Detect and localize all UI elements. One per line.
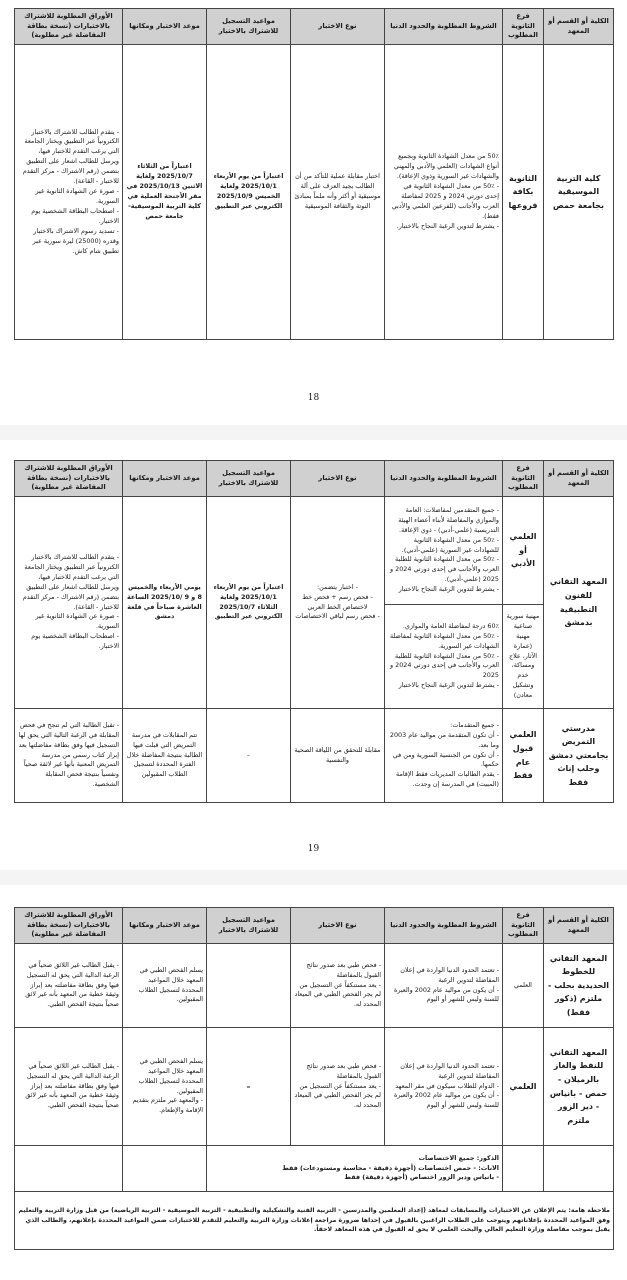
header-college: الكلية أو القسم أو المعهد [544,461,614,497]
specializations-spacer [503,1146,544,1192]
header-branch: فرع الثانوية المطلوب [503,908,544,944]
header-documents: الأوراق المطلوبة للاشتراك بالاختبارات (نسخة بطاقة المفاضلة غير مطلوبة) [15,461,123,497]
conditions-cell: 50٪ من معدل الشهادة الثانوية وبجميع أنواع الشهادات (العلمي والأدبي والمهني والشهادات غير السورية وذوي الإعاقة). - 50٪ من معدل الشهادة الثانوية في إحدى دورتي 2024 و 2025 لمفاضلة العرب والأجانب (للفرعين العلمي والأدبي فقط). - يشترط لتدوين الرغبة النجاح بالاختبار. [385,45,503,340]
test-type-cell: - اختبار يتضمن: - فحص رسم + فحص خط لاختصاص الخط العربي - فحص رسم لباقي الاختصاصات [291,497,385,709]
header-conditions: الشروط المطلوبة والحدود الدنيا [385,9,503,45]
specializations-spacer [15,1146,123,1192]
header-college: الكلية أو القسم أو المعهد [544,9,614,45]
college-cell: المعهد التقاني للفنون التطبيقية بدمشق [544,497,614,709]
reg-dates-cell [207,944,291,1028]
reg-dates-cell: اعتباراً من يوم الأربعاء 2025/10/1 ولغاية الثلاثاء 2025/10/7 الكتروني عبر التطبيق [207,497,291,709]
header-test-date: موعد الاختبار ومكانها [123,908,207,944]
table-row [15,1028,614,1146]
documents-cell: - يتقدم الطالب للاشتراك بالاختبار الكترونياً عبر التطبيق ويختار الجامعة التي يرغب التقدم للاختبار فيها، ويرسل للطالب اشعار على التطبيق بتضمن (رقم الاشتراك - مركز التقدم للاختبار - القاعة). - صورة عن الشهادة الثانوية غير السورية. - اصطحاب البطاقة الشخصية يوم الاختبار. - تسديد رسوم الاشتراك بالاختبار وقدره (25000) ليرة سورية عبر تطبيق شام كاش. [15,45,123,340]
admission-table-p19 [14,460,614,803]
branch-cell: العلمي قبول عام فقط [503,709,544,803]
specializations-spacer [544,1146,614,1192]
conditions-cell: - جميع المتقدمات: - أن تكون المتقدمة من مواليد عام 2003 وما بعد. - أن تكون من الجنسية السورية ومن في حكمها. - يقدم الطالبات المديريات فقط الإقامة (المبيت) في المدرسة إن وجدت. [385,709,503,803]
reg-dates-cell: – [207,1028,291,1146]
header-conditions: الشروط المطلوبة والحدود الدنيا [385,461,503,497]
reg-dates-cell: اعتباراً من يوم الأربعاء 2025/10/1 ولغاية الخميس 2025/10/9 الكتروني عبر التطبيق [207,45,291,340]
header-test-type: نوع الاختبار [291,908,385,944]
table-row [15,497,614,605]
header-college: الكلية أو القسم أو المعهد [544,908,614,944]
college-cell: كلية التربية الموسيقية بجامعة حمص [544,45,614,340]
header-test-date: موعد الاختبار ومكانها [123,9,207,45]
header-documents: الأوراق المطلوبة للاشتراك بالاختبارات (نسخة بطاقة المفاضلة غير مطلوبة) [15,908,123,944]
conditions-cell: - تعتمد الحدود الدنيا الواردة في إعلان المفاضلة لتدوين الرغبة - الدوام للطلاب سيكون في مقر المعهد - أن يكون من مواليد عام 2002 والعبرة للسنة وليس للشهر أو اليوم [385,1028,503,1146]
documents-cell: - تقبل الطالبة التي لم تنجح في فحص المقابلة في الرغبة التالية التي يحق لها التسجيل فيها وفق بطاقة مفاضلتها بعد إبراز كتاب رسمي من مدرسة التمريض المعنية بأنها غير لائقة صحياً ونفسياً بنتيجة فحص المقابلة الشخصية. [15,709,123,803]
branch-cell: العلمي [503,944,544,1028]
page-number: 18 [307,393,320,403]
table-row [15,1192,614,1250]
header-row [15,461,614,497]
test-type-cell: - فحص طبي بعد صدور نتائج القبول بالمفاضلة - يعد مستنكفاً عن التسجيل من لم يجر الفحص الطبي في الميعاد المحدد له. [291,1028,385,1146]
header-documents: الأوراق المطلوبة للاشتراك بالاختبارات (نسخة بطاقة المفاضلة غير مطلوبة) [15,9,123,45]
specializations-cell: الذكور: جميع الاختصاصات الاناث: - حمص اختصاصات (أجهزة دقيقة - محاسبة ومستودعات) فقط - بانياس ودير الزور اختصاص (أجهزة دقيقة) فقط [207,1146,503,1192]
test-date-cell: يسلم الفحص الطبي في المعهد خلال المواعيد المحددة لتسجيل الطلاب المقبولين. - والمعهد غير ملتزم بتقديم الإقامة والإطعام. [123,1028,207,1146]
header-reg-dates: مواعيد التسجيل للاشتراك بالاختبار [207,908,291,944]
admission-table-p18 [14,8,614,340]
college-cell: المعهد التقاني للنفط والغاز بالرميلان - حمص - بانياس - دير الزور ملتزم [544,1028,614,1146]
documents-cell: - يقبل الطالب غير اللائق صحياً في الرغبة الدالية التي يحق له التسجيل فيها وفق بطاقة مفاضلته بعد إبراز وثيقة خطية من المعهد بأنه غير لائق صحياً بنتيجة الفحص الطبي. [15,1028,123,1146]
header-branch: فرع الثانوية المطلوب [503,9,544,45]
header-conditions: الشروط المطلوبة والحدود الدنيا [385,908,503,944]
test-date-cell: يومي الأربعاء والخميس 8 و 9 /2025/10 الساعة العاشرة صباحاً في قلعة دمشق [123,497,207,709]
test-date-cell: تتم المقابلات في مدرسة التمريض التي قبلت فيها الطالبة بنتيجة المفاضلة خلال الفترة المحددة لتسجيل الطلاب المقبولين [123,709,207,803]
page-18 [0,0,627,425]
branch-cell: الثانوية بكافة فروعها [503,45,544,340]
test-date-cell: يسلم الفحص الطبي في المعهد خلال المواعيد المحددة لتسجيل الطلاب المقبولين. [123,944,207,1028]
header-reg-dates: مواعيد التسجيل للاشتراك بالاختبار [207,461,291,497]
page-20 [0,885,627,1280]
table-row [15,1146,614,1192]
admission-table-p20 [14,907,614,1250]
college-cell: مدرستي التمريض بجامعتي دمشق وحلب إناث فقط [544,709,614,803]
header-branch: فرع الثانوية المطلوب [503,461,544,497]
college-cell: المعهد التقاني للخطوط الحديدية بحلب - ملتزم (ذكور فقط) [544,944,614,1028]
test-type-cell: مقابلة للتحقق من اللياقة الصحية والنفسية [291,709,385,803]
branch-cell: العلمي أو الأدبي [503,497,544,605]
header-test-type: نوع الاختبار [291,461,385,497]
branch-cell: العلمي [503,1028,544,1146]
table-row [15,944,614,1028]
important-note: ملاحظة هامة: يتم الإعلان عن الاختبارات والمسابقات لمعاهد (إعداد المعلمين والمدرسين - التربية الفنية والتشكيلية والتطبيقية - التربية الموسيقية - التربية الرياضية) من قبل وزارة التربية والتعليم وفق المواعيد المحددة بإعلاناتهم ويتوجب على الطلاب الراغبين بالقبول في إحداها ضرورة مراجعة إعلانات وزارة التربية والتعليم للتقدم للاختبارات ضمن المواعيد المحددة بإعلانهم، والطالب الذي يقبل بموجب مفاضلة وزارة التعليم العالي والبحث العلمي لا يحق له القبول في هذه المعاهد لاحقاً. [15,1192,614,1250]
test-type-cell: - فحص طبي بعد صدور نتائج القبول بالمفاضلة - يعد مستنكفاً عن التسجيل من لم يجر الفحص الطبي في الميعاد المحدد له. [291,944,385,1028]
test-date-cell: اعتباراً من الثلاثاء 2025/10/7 ولغاية الاثنين 2025/10/13 في مقر الأجنحة العملية في كلية التربية الموسيقية-جامعة حمص [123,45,207,340]
header-row [15,9,614,45]
header-reg-dates: مواعيد التسجيل للاشتراك بالاختبار [207,9,291,45]
page-19 [0,440,627,870]
table-row [15,709,614,803]
header-test-date: موعد الاختبار ومكانها [123,461,207,497]
test-type-cell: اختبار مقابلة عملية للتأكد من أن الطالب يجيد العزف على آلة موسيقية أو أكثر وأنه ملماً بمبادئ النوتة والثقافة الموسيقية [291,45,385,340]
header-row [15,908,614,944]
conditions-cell: 60٪ درجة لمفاضلة العامة والموازي. - 50٪ من معدل الشهادة الثانوية لمفاضلة الشهادات غير السورية. - 50٪ من معدل الشهادة الثانوية للطلبة العرب والأجانب في إحدى دورتي 2024 و 2025 - يشترط لتدوين الرغبة النجاح بالاختبار [385,605,503,709]
branch-cell: مهنية سورية صناعية مهنية (عمارة الآثار، علاج ومساكة، خدم وتشكيل معادن) [503,605,544,709]
documents-cell: - يقبل الطالب غير اللائق صحياً في الرغبة الدالية التي يحق له التسجيل فيها وفق بطاقة مفاضلته بعد إبراز وثيقة خطية من المعهد بأنه غير لائق صحياً بنتيجة الفحص الطبي. [15,944,123,1028]
specializations-spacer [123,1146,207,1192]
table-row [15,45,614,340]
conditions-cell: - تعتمد الحدود الدنيا الواردة في إعلان المفاضلة لتدوين الرغبة - أن يكون من مواليد عام 2002 والعبرة للسنة وليس للشهر أو اليوم [385,944,503,1028]
documents-cell: - يتقدم الطالب للاشتراك بالاختبار الكترونياً عبر التطبيق ويختار الجامعة التي يرغب التقدم للاختبار فيها، ويرسل للطالب اشعار على التطبيق بتضمن (رقم الاشتراك - مركز التقدم للاختبار - القاعة). - صورة عن الشهادة الثانوية غير السورية. - اصطحاب البطاقة الشخصية يوم الاختبار. [15,497,123,709]
header-test-type: نوع الاختبار [291,9,385,45]
reg-dates-cell: – [207,709,291,803]
page-number: 19 [307,844,320,854]
conditions-cell: - جميع المتقدمين لمفاضلات: العامة والموازي والمفاضلة لأبناء أعضاء الهيئة التدريسية (علمي-أدبي) - ذوي الإعاقة. - 50٪ من معدل الشهادة الثانوية للشهادات غير السورية (علمي-أدبي). - 50٪ من معدل الشهادة الثانوية للطلبة العرب والأجانب في إحدى دورتي 2024 و 2025 (علمي-أدبي). - يشترط لتدوين الرغبة النجاح بالاختبار [385,497,503,605]
